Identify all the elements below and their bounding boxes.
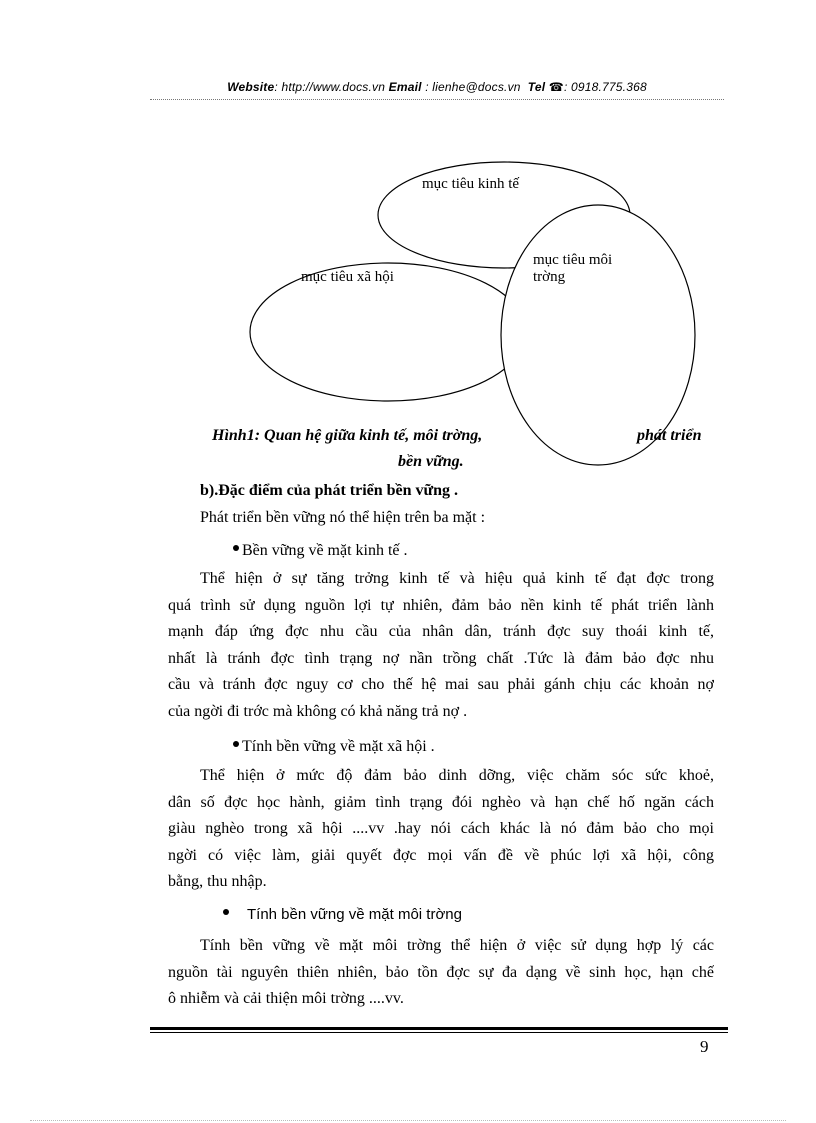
paragraph-line: Thể hiện ở mức độ đảm bảo dinh dỡng, việc chăm sóc sức khoẻ,	[200, 767, 714, 784]
environment-goal-label	[533, 252, 612, 286]
paragraph-line: nguồn tài nguyên thiên nhiên, bảo tồn đợc sự đa dạng về sinh học, hạn chế	[168, 963, 714, 981]
environment-goal-line2: trờng	[533, 269, 566, 285]
environment-ellipse	[501, 205, 695, 465]
figure-caption-line2: bền vững.	[398, 453, 464, 470]
section-heading: b).Đặc điểm của phát triển bền vững .	[200, 482, 459, 499]
bullet-economic	[233, 542, 408, 560]
bullet-environment-text: Tính bền vững về mặt môi trờng	[247, 906, 462, 923]
social-goal-label: mục tiêu xã hội	[301, 269, 394, 285]
paragraph-line: dân số đợc học hành, giảm tình trạng đói nghèo và hạn chế hố ngăn cách	[168, 793, 714, 811]
bullet-environment	[223, 906, 462, 923]
paragraph-line: giàu nghèo trong xã hội ....vv .hay nói cách khác là nó đảm bảo cho mọi	[168, 820, 714, 837]
figure-caption-line1-right: phát triển	[637, 427, 702, 444]
phone-icon: ☎	[548, 80, 564, 94]
page-bottom-border	[30, 1120, 786, 1121]
paragraph-line: cầu và tránh đợc nguy cơ cho thế hệ mai sau phải gánh chịu các khoản nợ	[168, 676, 714, 693]
paragraph-line: Thể hiện ở sự tăng trởng kinh tế và hiệu quả kinh tế đạt đợc trong	[200, 570, 714, 587]
paragraph-line: quá trình sử dụng nguồn lợi tự nhiên, đảm bảo nền kinh tế phát triển lành	[168, 596, 714, 614]
bullet-icon	[233, 545, 239, 551]
intro-text: Phát triển bền vững nó thể hiện trên ba mặt :	[200, 509, 486, 526]
economic-goal-label: mục tiêu kinh tế	[422, 176, 520, 192]
paragraph-line: mạnh đáp ứng đợc nhu cầu của nhân dân, tránh đợc suy thoái kinh tế,	[168, 623, 714, 640]
website-label: Website	[227, 80, 275, 94]
environment-goal-line1: mục tiêu môi	[533, 252, 613, 268]
email-value: : lienhe@docs.vn	[425, 80, 521, 94]
tel-value: : 0918.775.368	[563, 80, 647, 94]
bullet-social-text: Tính bền vững về mặt xã hội .	[242, 738, 435, 755]
page-number: 9	[700, 1037, 709, 1056]
bullet-economic-text: Bền vững về mặt kinh tế .	[242, 542, 408, 559]
bullet-social	[233, 738, 435, 756]
paragraph-line: nhất là tránh đợc tình trạng nợ nần trồng chất .Tức là đảm bảo đợc nhu	[168, 649, 714, 667]
paragraph-line: ô nhiễm và cải thiện môi trờng ....vv.	[168, 990, 404, 1007]
footer-divider-thick	[150, 1027, 728, 1030]
website-value: : http://www.docs.vn	[274, 80, 386, 94]
bullet-icon	[223, 909, 229, 915]
paragraph-line: bằng, thu nhập.	[168, 873, 267, 890]
tel-label: Tel	[527, 80, 546, 94]
bullet-icon	[233, 741, 239, 747]
paragraph-line: Tính bền vững về mặt môi trờng thể hiện ở việc sử dụng hợp lý các	[200, 937, 714, 954]
footer-divider-thin	[150, 1032, 728, 1033]
email-label: Email	[388, 80, 422, 94]
figure-caption-line1: Hình1: Quan hệ giữa kinh tế, môi trờng,	[212, 427, 483, 444]
paragraph-line: của ngời đi trớc mà không có khả năng trả nợ .	[168, 702, 468, 720]
paragraph-line: ngời có việc làm, giải quyết đợc mọi vấn đề về phúc lợi xã hội, công	[168, 846, 714, 864]
